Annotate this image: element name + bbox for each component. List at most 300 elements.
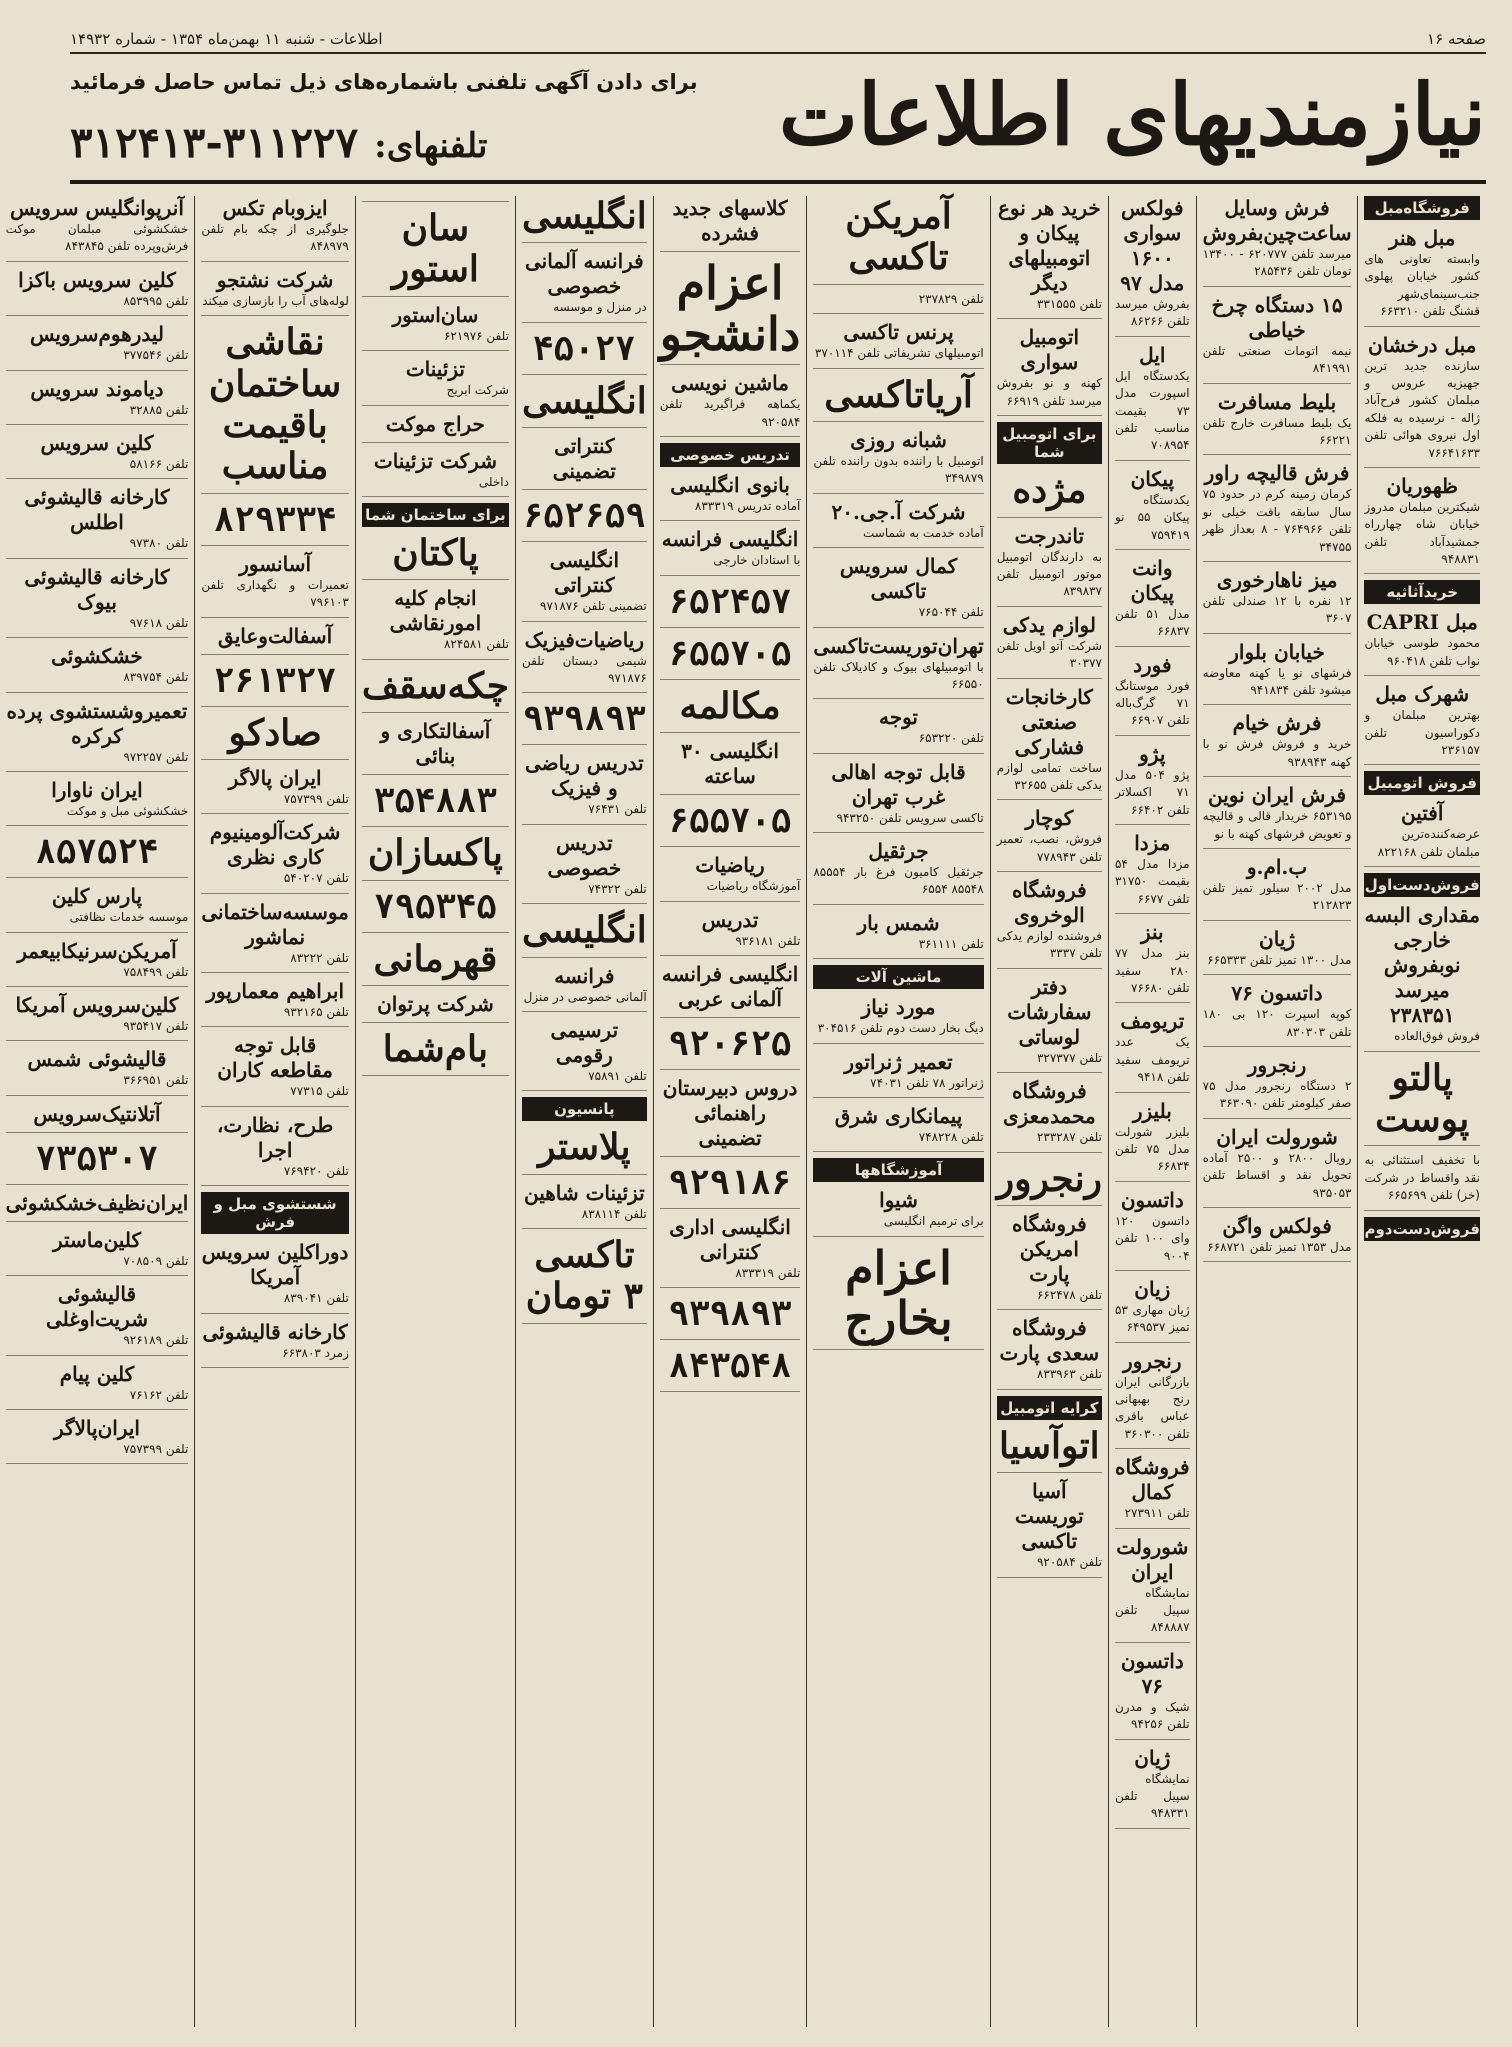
classified-ad (1115, 1535, 1190, 1643)
ad-title: شمس بار (857, 910, 940, 935)
classified-ad (997, 806, 1102, 872)
classified-ad (522, 249, 647, 322)
classified-ad (1115, 653, 1190, 736)
classified-ad-display (660, 801, 801, 847)
classified-ad (1203, 640, 1352, 706)
ad-title: اتومبیل سواری (1019, 325, 1080, 375)
ad-body: با اتومبیلهای بیوک و کادیلاک تلفن ۶۶۵۵۰ (813, 659, 984, 691)
ad-title: ایران پالاگر (228, 765, 322, 790)
classified-ad (6, 322, 189, 370)
classified-ad (1115, 831, 1190, 914)
ad-body: یکدستگاه ایل اسپورت مدل ۷۳ بقیمت مناسب تلفن ۷۰۸۹۵۴ (1114, 368, 1190, 453)
ad-title: ظهوریان (1386, 473, 1458, 498)
classified-ad (1364, 226, 1480, 327)
classified-ad (1115, 343, 1190, 461)
classified-ad (362, 357, 509, 405)
classified-ad (1203, 293, 1352, 384)
ad-body: داخلی (478, 474, 509, 489)
ad-title: آمریکن‌سرنیکابیعمر (17, 938, 177, 963)
ad-title: ماشین نویسی (671, 371, 789, 396)
ad-body: یک عدد تریومف سفید تلفن ۹۴۱۸ (1114, 1035, 1190, 1085)
ad-body: تلفن ۹۷۲۲۵۷ (123, 749, 189, 764)
ad-title: خیابان بلوار (1229, 639, 1325, 664)
ad-phone-number: ۸۲۹۳۳۴ (213, 499, 337, 540)
ad-body: تلفن ۳۲۸۸۵ (129, 402, 189, 417)
ad-body: تلفن ۹۲۰۵۸۴ (1036, 1555, 1102, 1570)
classified-ad-display (522, 196, 647, 243)
ad-title: ترسیمی رقومی (550, 1017, 619, 1067)
ad-body: میرسد تلفن ۶۲۰۷۷۷ - ۱۳۴۰۰ تومان تلفن ۲۸۵۴۳۶ (1202, 247, 1352, 279)
ad-body: کوپه اسپرت ۱۲۰ بی ۱۸۰ تلفن ۸۳۰۳۰۳ (1202, 1007, 1352, 1039)
classified-ad (1203, 390, 1352, 456)
classified-ad (813, 554, 983, 627)
ad-title: دیاموند سرویس (30, 376, 164, 401)
classified-ad (1203, 783, 1352, 849)
column-3 (1108, 196, 1196, 2027)
classified-ad (201, 820, 349, 893)
ad-title: انگلیسی فرانسه آلمانی عربی (661, 961, 799, 1011)
classified-ad (1115, 556, 1190, 647)
ad-body: تلفن ۷۷۳۱۵ (290, 1084, 349, 1099)
ad-title: آنرپوانگلیس سرویس (10, 196, 184, 220)
ad-body: تلفن ۲۳۷۸۲۹ (918, 291, 984, 306)
classified-ad (6, 993, 189, 1041)
ad-title: انگلیسی ۳۰ ساعته (681, 739, 779, 789)
classified-ad (201, 1240, 349, 1313)
ad-title: فولکس سواری ۱۶۰۰ مدل ۹۷ (1120, 196, 1185, 295)
ad-title: شورولت ایران (1216, 1124, 1338, 1149)
ad-phone-number: ۹۳۹۸۹۳ (522, 699, 646, 740)
ad-title: شرکت‌آلومینیوم کاری نظری (209, 820, 341, 870)
ad-body: تلفن ۹۳۲۱۶۵ (283, 1005, 349, 1020)
classified-ad (660, 962, 801, 1018)
ad-headline: اعزام بخارج (844, 1240, 953, 1346)
ad-body: تلفن ۷۶۹۴۲۰ (283, 1163, 349, 1178)
ad-body: رویال ۲۸۰۰ و ۲۵۰۰ آماده تحویل نقد و اقساط تلفن ۹۳۵۰۵۳ (1202, 1150, 1352, 1200)
ad-headline: مکالمه (679, 684, 781, 727)
ad-body: تلفن ۶۲۱۹۷۶ (443, 328, 509, 343)
classified-ad-display (522, 496, 647, 542)
classified-ad (201, 979, 349, 1027)
classified-ad (201, 624, 349, 655)
ad-title: مورد نیاز (861, 995, 936, 1020)
ad-title: تعمیر ژنراتور (844, 1049, 953, 1074)
ad-body: خرید و فروش فرش نو با کهنه ۹۳۸۹۴۳ (1202, 737, 1352, 769)
ad-title: طرح، نظارت، اجرا (216, 1112, 334, 1162)
ad-title: خشکشوئی (51, 644, 143, 669)
classified-ad (1364, 474, 1480, 575)
ad-headline: چکه‌سقف (361, 664, 509, 707)
section-header: فروشگاه‌مبل (1364, 196, 1480, 220)
classified-ad (1203, 1125, 1352, 1208)
ad-body: شیک و مدرن تلفن ۹۴۲۵۶ (1114, 1699, 1190, 1732)
section-header: برای اتومبیل شما (997, 422, 1102, 464)
ad-phone-number: ۹۳۹۸۹۳ (668, 1294, 792, 1335)
classified-ad-display (522, 910, 647, 957)
ad-headline: انگلیسی (521, 909, 647, 952)
classified-ad-display (522, 1127, 647, 1174)
issue-info: اطلاعات - شنبه ۱۱ بهمن‌ماه ۱۳۵۴ - شماره ۱۴۹۳۲ (70, 30, 383, 48)
classified-ad (1115, 467, 1190, 550)
ad-phone-number: ۶۵۲۶۵۹ (522, 496, 646, 537)
ad-body: آماده تدریس ۸۳۳۳۱۹ (694, 498, 801, 513)
classified-ad-display (362, 781, 509, 827)
classified-ad (1115, 1188, 1190, 1271)
classified-ad (6, 431, 189, 479)
classified-ad (813, 995, 983, 1043)
ad-body: تلفن ۶۵۳۲۲۰ (918, 731, 984, 746)
ad-body: تلفن ۸۵۳۹۹۵ (123, 293, 189, 308)
ad-title: حراج موکت (385, 411, 485, 436)
classified-ad (1203, 711, 1352, 777)
ad-title: موسسه‌ساختمانی نماشور (201, 899, 349, 949)
ad-headline: اعزام دانشجو (659, 256, 801, 361)
page-number: صفحه ۱۶ (1427, 30, 1486, 48)
ad-title: کارخانه قالیشوئی (202, 1319, 348, 1344)
classified-ad (1115, 742, 1190, 825)
classified-ad (6, 485, 189, 558)
ad-title: آسفالت‌وعایق (218, 623, 333, 648)
ad-body: تعمیرات و نگهداری تلفن ۷۹۶۱۰۳ (201, 577, 349, 610)
column-5 (806, 196, 989, 2027)
page-title: نیازمندیهای اطلاعات (778, 65, 1486, 164)
ad-title: ۱۵ دستگاه چرخ خیاطی (1211, 292, 1343, 342)
classified-ad (660, 739, 801, 795)
section-header: ماشین آلات (813, 965, 983, 989)
classified-ad (362, 586, 509, 659)
classified-ad (1364, 333, 1480, 468)
ad-body: بازرگانی ایران رنج بهبهانی عباس باقری تلفن ۳۶۰۳۰۰ (1114, 1374, 1190, 1441)
ad-title: فروشگاه کمال (1114, 1455, 1190, 1505)
ad-body: یک بلیط مسافرت خارج تلفن ۶۶۲۲۱ (1202, 415, 1352, 447)
classified-ad-display (522, 1235, 647, 1324)
classified-ad (997, 1316, 1102, 1389)
ad-title: ابراهیم معمارپور (206, 979, 345, 1004)
ad-title: کمال سرویس تاکسی (839, 554, 958, 604)
classified-ad-display (201, 661, 349, 707)
ad-title: تدریس (701, 907, 759, 932)
ad-title: بانوی انگلیسی (670, 472, 790, 497)
classified-ad (813, 839, 983, 905)
ad-body: پژو ۵۰۴ مدل ۷۱ اکسلاتر تلفن ۶۶۴۰۲ (1114, 767, 1190, 817)
ad-body: بهترین مبلمان و دکوراسیون تلفن ۲۳۶۱۵۷ (1364, 708, 1480, 758)
classified-ad (997, 1079, 1102, 1152)
ad-body: تضمینی تلفن ۹۷۱۸۷۶ (540, 599, 647, 614)
ad-title: آفتین (1401, 801, 1444, 826)
ad-headline: پاکسازان (367, 832, 503, 875)
classified-ad (6, 196, 189, 262)
ad-title: ریاضیات (695, 853, 765, 878)
phones-value: ۳۱۲۴۱۳-۳۱۱۲۲۷ (70, 118, 359, 167)
classified-ad (1364, 610, 1480, 676)
ad-body: تلفن ۷۴۳۲۲ (588, 881, 647, 896)
classified-ad (1203, 196, 1352, 287)
classified-ad-display (813, 375, 983, 422)
classified-ad (6, 884, 189, 932)
ad-headline: بام‌شما (382, 1027, 489, 1070)
ad-body: جرثقیل کامیون فرغ بار ۸۵۵۵۴ ۸۵۵۴۸ ۶۵۵۴ (813, 865, 984, 897)
classified-ad (6, 1362, 189, 1410)
ad-body: نیمه اتومات صنعتی تلفن ۸۴۱۹۹۱ (1202, 343, 1352, 376)
classified-ad-display (997, 470, 1102, 517)
ad-body: آلمانی خصوصی در منزل (523, 989, 647, 1004)
ad-title: آتلانتیک‌سرویس (33, 1101, 161, 1126)
ad-phone-number: ۹۲۹۱۸۶ (668, 1162, 792, 1203)
classified-ad (813, 1188, 983, 1236)
ad-title: کلین سرویس (40, 430, 154, 455)
ad-title: کلین‌ماستر (52, 1227, 141, 1252)
ad-title: کلین سرویس باکزا (18, 267, 176, 292)
column-7 (515, 196, 653, 2027)
classified-ad (6, 939, 189, 987)
ad-body: تلفن ۹۳۵۴۱۷ (123, 1019, 189, 1034)
ad-title: مبل هنر (1388, 226, 1456, 250)
ad-title: قابل توجه اهالی غرب تهران (831, 759, 966, 809)
ad-body: تلفن ۸۳۹۰۴۱ (283, 1291, 349, 1306)
classified-ad (997, 685, 1102, 801)
ad-body: دیگ بخار دست دوم تلفن ۳۰۴۵۱۶ (817, 1021, 984, 1036)
classified-ad (6, 699, 189, 772)
ad-title: توجه (879, 705, 918, 730)
classified-ad (813, 705, 983, 753)
section-header: فروش‌دست‌دوم (1364, 1217, 1480, 1241)
column-9 (194, 196, 355, 2027)
classified-ad-display (362, 1029, 509, 1076)
ad-title: قابل توجه مقاطعه کاران (217, 1033, 333, 1083)
classified-ad (1364, 903, 1480, 1051)
ad-title: فرش خیام (1232, 711, 1322, 736)
classified-ad (6, 1191, 189, 1222)
classified-ad (1364, 1152, 1480, 1210)
ad-title: تدریس ریاضی و فیزیک (524, 751, 644, 801)
ad-headline: پاکتان (392, 531, 479, 574)
ad-title: پیکان (1130, 466, 1175, 491)
ad-title: خرید هر نوع پیکان و اتومبیلهای دیگر (997, 196, 1101, 295)
ad-title: شرکت تزئینات (373, 448, 497, 473)
ad-title: داتسون (1120, 1187, 1184, 1212)
ad-phone-number: ۶۵۵۷۰۵ (668, 801, 792, 842)
ad-title: پارس کلین (51, 884, 143, 909)
ad-title: لوازم یدکی (1002, 612, 1096, 637)
classified-ad-display (362, 887, 509, 933)
ad-body: موسسه خدمات نظافتی (69, 910, 189, 925)
ad-title: شبانه روزی (850, 427, 947, 452)
ad-body: فورد موستانگ ۷۱ گرگ‌باله تلفن ۶۶۹۰۷ (1114, 678, 1190, 728)
ad-body: یکماهه فراگیرید تلفن ۹۲۰۵۸۴ (659, 397, 801, 429)
ad-title: کلین پیام (59, 1361, 135, 1386)
classified-ad (522, 751, 647, 824)
ad-body: تلفن ۸۳۲۲۲ (290, 950, 349, 965)
ad-body: تلفن ۹۷۳۸۰ (129, 536, 189, 551)
classified-ad (997, 975, 1102, 1073)
ad-body: تلفن ۹۳۶۱۸۱ (735, 933, 801, 948)
phone-numbers (70, 118, 488, 167)
ad-body: وابسته تعاونی های کشور خیابان پهلوی جنب‌سینمای‌شهر قشنگ تلفن ۶۶۳۲۱۰ (1364, 252, 1480, 319)
classified-ad (1115, 1277, 1190, 1343)
ad-body: تلفن ۲۷۳۹۱۱ (1124, 1506, 1190, 1521)
ad-title: بنز (1140, 920, 1164, 945)
ad-title: شرکت آ.جی.۲۰ (831, 499, 966, 524)
ad-title: دوراکلین سرویس آمریکا (201, 1240, 349, 1290)
ad-title: تدریس خصوصی (547, 830, 622, 880)
classified-ad-display (6, 1139, 189, 1185)
classified-ad (201, 552, 349, 618)
classified-ad-display (660, 686, 801, 733)
classified-ad (6, 778, 189, 826)
classified-ad (1203, 1053, 1352, 1119)
ad-body: جلوگیری از چکه بام تلفن ۸۴۸۹۷۹ (201, 222, 349, 254)
ad-body: تلفن ۷۵۸۹۱ (588, 1068, 647, 1083)
ad-body: اتومبیل با راننده بدون راننده تلفن ۳۴۹۸۷۹ (813, 453, 984, 486)
classified-ad (1203, 461, 1352, 562)
classified-ad (6, 377, 189, 425)
ad-title: فورد (1133, 652, 1172, 677)
classified-ad (201, 766, 349, 814)
ad-title: ژیان (1259, 926, 1296, 951)
ad-title: انگلیسی اداری کنترانی (669, 1214, 791, 1264)
ad-title: کنتراتی تضمینی (552, 434, 616, 484)
classified-ad (362, 196, 509, 202)
ad-title: فرش قالیچه راور (1204, 461, 1350, 486)
ad-body: بلیزر شورلت مدل ۷۵ تلفن ۶۶۸۳۴ (1114, 1124, 1190, 1174)
ad-body: به دارندگان اتومبیل موتور اتومبیل تلفن ۸۳۹۸۳۷ (996, 549, 1102, 599)
ad-phone-number: ۸۵۷۵۲۴ (35, 832, 159, 873)
ad-headline: انگلیسی (521, 195, 647, 237)
section-header: فروش اتومبیل (1364, 771, 1480, 795)
ad-body: فروش فوق‌العاده (1394, 1029, 1480, 1044)
ad-body: کهنه و نو بفروش میرسد تلفن ۶۶۹۱۹ (996, 376, 1102, 408)
classified-ad (1203, 927, 1352, 975)
classified-ad-display (660, 258, 801, 365)
classified-ad (660, 371, 801, 437)
ad-title: ایران ناوارا (51, 777, 143, 802)
classified-ad (813, 1050, 983, 1098)
ad-title: زیان (1134, 1276, 1171, 1301)
classified-ad (201, 1113, 349, 1186)
classified-ad (201, 196, 349, 262)
classified-ad (997, 524, 1102, 607)
ad-body: با تخفیف استثنائی به نقد واقساط در شرکت (خز) تلفن ۶۶۵۶۹۹ (1364, 1153, 1480, 1203)
ad-body: نمایشگاه سپیل تلفن ۸۴۸۸۸۷ (1114, 1585, 1190, 1635)
ad-phone-number: ۷۳۵۳۰۷ (35, 1138, 159, 1179)
ad-title: انجام کلیه امورنقاشی (389, 586, 482, 636)
ad-body: زمرد ۶۶۳۸۰۳ (282, 1345, 349, 1360)
classified-ad (813, 1104, 983, 1152)
column-10 (0, 196, 194, 2027)
ad-headline: پالتو پوست (1375, 1056, 1470, 1140)
ad-body: تلفن ۸۳۳۳۱۹ (735, 1265, 801, 1280)
ad-body: عرضه‌کننده‌ترین مبلمان تلفن ۸۲۲۱۶۸ (1377, 827, 1480, 859)
ad-body: تلفن ۳۳۱۵۵۵ (1036, 297, 1102, 311)
classified-ad (1115, 1009, 1190, 1092)
ad-title: تاندرجت (1014, 523, 1085, 548)
newspaper-page (5, 0, 1512, 2047)
ad-title: مزدا (1134, 831, 1171, 856)
ad-body: تلفن ۷۶۴۳۱ (588, 802, 647, 817)
ad-body: مزدا مدل ۵۴ بقیمت ۳۱۷۵۰ تلفن ۶۶۷۷ (1114, 857, 1190, 906)
ad-body: محمود طوسی خیابان نواب تلفن ۹۶۰۴۱۸ (1364, 636, 1480, 668)
ad-body: ژیان مهاری ۵۳ تمیز ۶۴۹۵۳۷ (1114, 1302, 1190, 1335)
classified-ad-display (997, 1426, 1102, 1473)
classified-ad (1364, 682, 1480, 765)
classified-ad (660, 473, 801, 521)
ad-title: تهران‌توریست‌تاکسی (813, 633, 984, 658)
ad-body: فرشهای نو یا کهنه معاوضه میشود تلفن ۹۴۱۸۳۴ (1202, 665, 1352, 698)
classified-ad (997, 1479, 1102, 1577)
ad-title: کارخانه قالیشوئی اطلس (24, 485, 170, 535)
classified-ad (1115, 1349, 1190, 1450)
classified-ad (660, 853, 801, 901)
ad-title: فرانسه (554, 963, 615, 988)
ad-body: ساز‌نده جدید ترین جهیزیه عروس و مبلمان کشور فرح‌آباد ژاله - نرسیده به فلکه اول نیروی هوائی تلفن ۷۶۶۴۱۶۳۳ (1364, 358, 1480, 460)
section-header: برای ساختمان شما (362, 503, 509, 527)
ad-title: انگلیسی کنتراتی (549, 548, 620, 598)
ad-body: خشکشوئی مبلمان موکت فرش‌وپرده تلفن ۸۴۳۸۴۵ (5, 222, 189, 254)
classified-ad (1115, 1649, 1190, 1740)
ad-title: پرنس تاکسی (843, 320, 954, 345)
ad-title: ایران‌پالاگر (53, 1416, 140, 1441)
ad-title: شیوا (879, 1188, 918, 1213)
classified-ad (522, 1181, 647, 1229)
ad-body: ۲ دستگاه رنجرور مدل ۷۵ صفر کیلومتر تلفن ۳۶۳۰۹۰ (1202, 1078, 1352, 1111)
classified-ad-display (522, 329, 647, 375)
ad-title: تریومف (1120, 1009, 1185, 1034)
classified-ad-display (201, 713, 349, 760)
section-header: شستشوی مبل و فرش (201, 1192, 349, 1234)
ad-body: فروشنده لوازم یدکی تلفن ۳۳۳۷ (996, 929, 1102, 961)
classified-ad (997, 613, 1102, 679)
ad-title: ایل (1139, 342, 1166, 367)
section-header: خریدآثاثیه (1364, 580, 1480, 604)
classified-ad-display (6, 832, 189, 878)
ad-title: سان‌استور (392, 302, 479, 327)
ad-title: پیمانکاری شرق (834, 1104, 963, 1129)
classified-ad (813, 911, 983, 959)
ad-title: فرش وسایل ساعت‌چین‌بفروش (1202, 196, 1352, 245)
ad-body: تلفن ۷۵۷۳۹۹ (123, 1442, 189, 1457)
classified-ad-display (362, 533, 509, 580)
classified-ad-display (660, 1024, 801, 1070)
ad-body: فروش، نصب، تعمیر تلفن ۷۷۸۹۴۳ (996, 832, 1102, 864)
ad-headline: قهرمانی (373, 937, 498, 980)
ad-body: تلفن ۷۴۸۲۲۸ (918, 1130, 984, 1145)
ad-title: فرش ایران نوین (1208, 783, 1347, 808)
ad-body: تلفن ۷۵۷۳۹۹ (283, 791, 349, 806)
ad-body: تلفن ۸۳۹۷۵۴ (123, 670, 189, 685)
classified-ad-display (660, 1346, 801, 1392)
classified-ad (813, 500, 983, 548)
classified-ad (522, 1018, 647, 1091)
classified-ad (362, 449, 509, 497)
classified-ad (362, 992, 509, 1023)
section-header: پانسیون (522, 1097, 647, 1121)
ad-body: با استادان خارجی (713, 553, 801, 568)
ad-title: فولکس واگن (1222, 1213, 1332, 1238)
ad-body: شیکترین مبلمان مدروز خیابان شاه چهارراه جمشیدآباد تلفن ۹۴۸۸۳۱ (1364, 499, 1480, 567)
classified-ad (522, 548, 647, 621)
classified-ad (522, 831, 647, 904)
classified-ad (201, 1320, 349, 1368)
classified-ad (660, 908, 801, 956)
classified-ad (201, 900, 349, 973)
ad-body: تلفن ۸۲۴۵۸۱ (443, 637, 509, 652)
classified-ad (6, 1102, 189, 1133)
ad-body: مدل ۲۰۰۲ سیلور تمیز تلفن ۲۱۲۸۲۳ (1202, 881, 1352, 913)
ad-body: تلفن ۲۳۳۲۸۷ (1036, 1130, 1102, 1145)
ad-body: نمایشگاه سپیل تلفن ۹۴۸۳۳۱ (1114, 1771, 1190, 1821)
ad-title: قالیشوئی شریت‌اوغلی (45, 1282, 148, 1332)
ad-title: کارخانجات صنعتی فشارکی (1005, 684, 1093, 759)
